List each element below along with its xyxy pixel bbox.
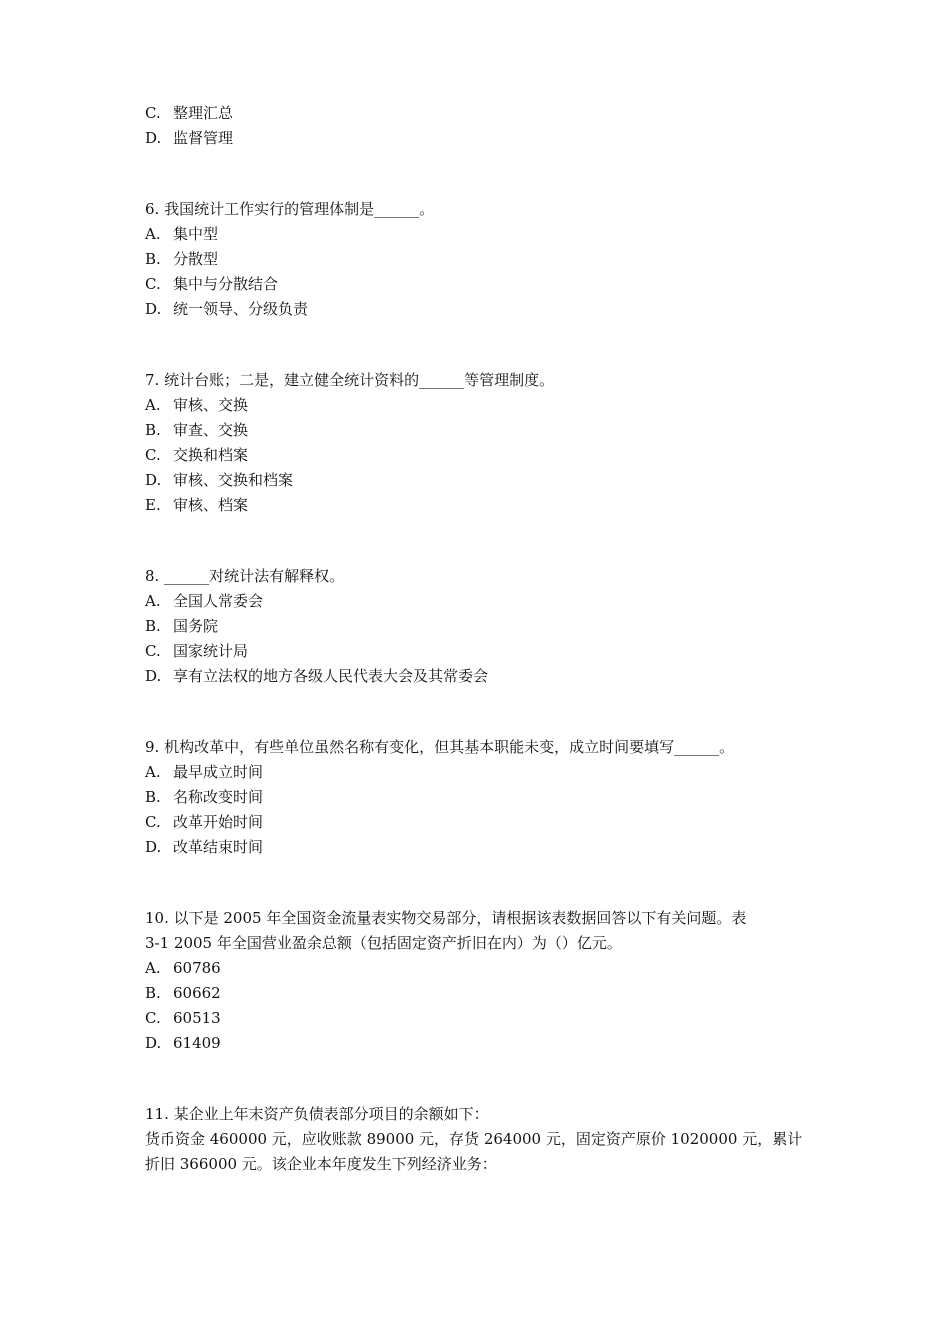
- question-11: [145, 1102, 813, 1177]
- option-label: C.: [145, 813, 161, 831]
- option-label: C.: [145, 1009, 161, 1027]
- option-a[interactable]: [145, 760, 813, 785]
- option-text: 60513: [173, 1009, 221, 1027]
- option-label: C.: [145, 642, 161, 660]
- option-text: 审核、交换: [173, 396, 249, 414]
- option-text: 60786: [173, 959, 221, 977]
- option-label: B.: [145, 250, 161, 268]
- option-text: 审核、交换和档案: [173, 471, 294, 489]
- option-d[interactable]: [145, 297, 813, 322]
- option-b[interactable]: [145, 614, 813, 639]
- question-body-line-1: 货币资金 460000 元，应收账款 89000 元，存货 264000 元，固定资产原价 1020000 元，累计: [145, 1130, 803, 1148]
- question-stem-line-1: 10. 以下是 2005 年全国资金流量表实物交易部分，请根据该表数据回答以下有关问题。表: [145, 909, 747, 927]
- option-text: 61409: [173, 1034, 221, 1052]
- spacer: [145, 1056, 813, 1102]
- option-label: B.: [145, 788, 161, 806]
- option-text: 国务院: [173, 617, 219, 635]
- option-label: E.: [145, 496, 161, 514]
- option-label: A.: [145, 225, 161, 243]
- option-label: B.: [145, 984, 161, 1002]
- question-10: [145, 906, 813, 1056]
- option-label: D.: [145, 667, 162, 685]
- option-label: C.: [145, 104, 161, 122]
- option-b[interactable]: [145, 247, 813, 272]
- option-text: 集中与分散结合: [173, 275, 279, 293]
- option-label: D.: [145, 471, 162, 489]
- option-d[interactable]: [145, 835, 813, 860]
- option-label: D.: [145, 838, 162, 856]
- option-label: A.: [145, 592, 161, 610]
- option-b[interactable]: [145, 981, 813, 1006]
- option-c[interactable]: [145, 101, 813, 126]
- spacer: [145, 322, 813, 368]
- option-b[interactable]: [145, 785, 813, 810]
- option-e[interactable]: [145, 493, 813, 518]
- option-label: C.: [145, 275, 161, 293]
- option-a[interactable]: [145, 393, 813, 418]
- option-text: 60662: [173, 984, 221, 1002]
- spacer: [145, 151, 813, 197]
- question-stem: 6. 我国统计工作实行的管理体制是______。: [145, 200, 435, 218]
- option-label: A.: [145, 959, 161, 977]
- spacer: [145, 860, 813, 906]
- option-d[interactable]: [145, 664, 813, 689]
- document-page: [145, 101, 813, 1177]
- option-text: 交换和档案: [173, 446, 249, 464]
- question-9: [145, 735, 813, 860]
- option-label: D.: [145, 300, 162, 318]
- option-text: 集中型: [173, 225, 219, 243]
- option-a[interactable]: [145, 956, 813, 981]
- option-label: C.: [145, 446, 161, 464]
- question-stem: 11. 某企业上年末资产负债表部分项目的余额如下：: [145, 1105, 489, 1123]
- option-d[interactable]: [145, 126, 813, 151]
- option-text: 最早成立时间: [173, 763, 264, 781]
- option-c[interactable]: [145, 810, 813, 835]
- question-body-line-2: 折旧 366000 元。该企业本年度发生下列经济业务：: [145, 1155, 497, 1173]
- option-label: A.: [145, 396, 161, 414]
- option-label: B.: [145, 421, 161, 439]
- question-stem: 8. ______对统计法有解释权。: [145, 567, 345, 585]
- option-a[interactable]: [145, 589, 813, 614]
- question-6: [145, 197, 813, 322]
- option-text: 享有立法权的地方各级人民代表大会及其常委会: [173, 667, 489, 685]
- option-text: 全国人常委会: [173, 592, 264, 610]
- option-text: 改革结束时间: [173, 838, 264, 856]
- question-stem-line-2: 3-1 2005 年全国营业盈余总额（包括固定资产折旧在内）为（）亿元。: [145, 934, 622, 952]
- option-text: 名称改变时间: [173, 788, 264, 806]
- option-text: 国家统计局: [173, 642, 249, 660]
- option-label: D.: [145, 129, 162, 147]
- option-c[interactable]: [145, 272, 813, 297]
- question-5-options: [145, 101, 813, 151]
- option-text: 统一领导、分级负责: [173, 300, 309, 318]
- question-7: [145, 368, 813, 518]
- question-stem: 7. 统计台账；二是，建立健全统计资料的______等管理制度。: [145, 371, 555, 389]
- option-text: 监督管理: [173, 129, 234, 147]
- option-c[interactable]: [145, 1006, 813, 1031]
- spacer: [145, 518, 813, 564]
- spacer: [145, 689, 813, 735]
- option-b[interactable]: [145, 418, 813, 443]
- option-text: 审核、档案: [173, 496, 249, 514]
- option-text: 分散型: [173, 250, 219, 268]
- option-c[interactable]: [145, 639, 813, 664]
- option-text: 改革开始时间: [173, 813, 264, 831]
- question-stem: 9. 机构改革中，有些单位虽然名称有变化，但其基本职能未变，成立时间要填写______。: [145, 738, 735, 756]
- option-c[interactable]: [145, 443, 813, 468]
- option-label: D.: [145, 1034, 162, 1052]
- question-8: [145, 564, 813, 689]
- option-d[interactable]: [145, 468, 813, 493]
- option-a[interactable]: [145, 222, 813, 247]
- option-label: A.: [145, 763, 161, 781]
- option-text: 整理汇总: [173, 104, 234, 122]
- option-text: 审查、交换: [173, 421, 249, 439]
- option-d[interactable]: [145, 1031, 813, 1056]
- option-label: B.: [145, 617, 161, 635]
